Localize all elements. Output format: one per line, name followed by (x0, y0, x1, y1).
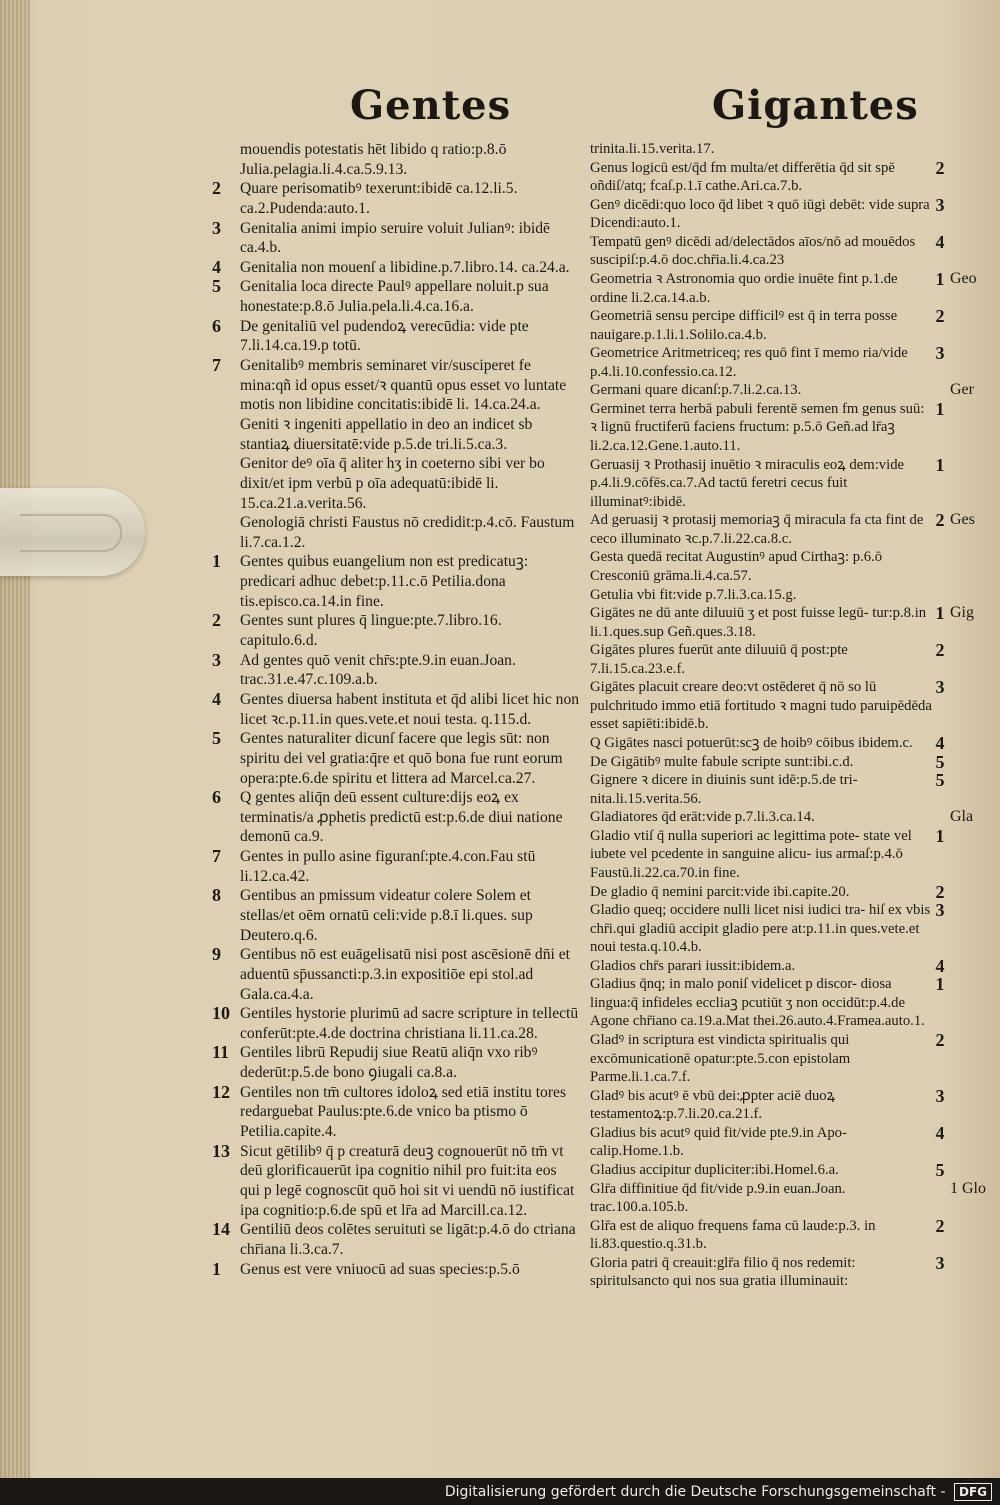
entry-text: Gigātes placuit creare deo:vt ostēderet q̄ nō so lū pulchritudo immo etiā fortitudo ꝛ magni tudo paruipēdēda esset sapiēti:ibidē.b. (590, 679, 932, 733)
entry-text: Glr̄a est de aliquo frequens fama cū laude:p.3. in li.83.questio.q.31.b. (590, 1217, 876, 1253)
entry-number: 13 (212, 1140, 230, 1161)
entry-text: Gladiatores q̄d erāt:vide p.7.li.3.ca.14. (590, 809, 815, 826)
entry-number: 1 (935, 974, 945, 995)
entry-text: Gentes diuersa habent instituta et q̄d alibi licet hic non licet ꝛc.p.11.in ques.vete.et noui testa. q.115.d. (240, 690, 580, 728)
entry-text: Gentes quibus euangelium non est predicatuꝫ: predicari adhuc debet:p.11.c.ō Petilia.dona tis.episco.ca.14.in fine. (240, 553, 529, 610)
entry-text: Gentiles non tm̄ cultores idoloꝝ sed etiā institu tores redarguebat Paulus:pte.6.de vnico ba ptismo ō Petilia.capite.4. (240, 1083, 567, 1141)
entry-number: 1 (935, 268, 945, 289)
index-entry (590, 957, 1000, 976)
entry-text: Genitalia non mouenſ a libidine.p.7.libro.14. ca.24.a. (240, 258, 570, 276)
index-entry (590, 270, 1000, 307)
entry-text: Gentibus nō est euāgelisatū nisi post ascēsionē dn̄i et aduentū sp̄ussancti:p.3.in expositiōe epi stol.ad Gala.ca.4.a. (240, 946, 571, 1003)
entry-number: 3 (935, 1252, 945, 1273)
entry-number: 3 (935, 677, 945, 698)
index-entry (590, 307, 1000, 344)
entry-text: Genus est vere vniuocū ad suas species:p.5.ō (240, 1260, 520, 1278)
index-entry (212, 513, 580, 552)
page-gutter (0, 0, 30, 1478)
index-column-right (590, 140, 1000, 1291)
entry-text: Tempatū genꝰ dicēdi ad/delectādos aīos/nō ad mouēdos suscipiſ:p.4.ō doc.chr̄ia.li.4.ca.23 (590, 233, 916, 269)
index-entry (212, 219, 580, 258)
index-entry (590, 233, 1000, 270)
entry-text: Getulia vbi fit:vide p.7.li.3.ca.15.g. (590, 586, 797, 603)
index-entry (590, 808, 1000, 827)
index-entry (590, 1254, 1000, 1291)
entry-number: 5 (212, 728, 221, 749)
index-entry (590, 548, 1000, 585)
entry-text: Gladius accipitur dupliciter:ibi.Homel.6.a. (590, 1161, 839, 1178)
index-entry (590, 1161, 1000, 1180)
index-entry (590, 678, 1000, 734)
entry-text: mouendis potestatis hēt libido q ratio:p.8.ō Julia.pelagia.li.4.ca.5.9.13. (240, 141, 507, 178)
index-entry (212, 1004, 580, 1043)
entry-text: Geruasij ꝛ Prothasij inuētio ꝛ miraculis eoꝝ dem:vide p.4.li.9.cōfēs.ca.7.Ad tactū feretri cecus fuit illuminatꝰ:ibidē. (590, 456, 905, 510)
entry-number: 1 (935, 603, 945, 624)
index-entry (590, 1217, 1000, 1254)
footer-bar (0, 1478, 1000, 1505)
entry-number: 1 (212, 551, 221, 572)
index-entry (212, 454, 580, 513)
index-entry (212, 1260, 580, 1280)
index-entry (590, 196, 1000, 233)
entry-text: Genꝰ dicēdi:quo loco q̄d libet ꝛ quō iūgi debēt: vide supra Dicendi:auto.1. (590, 196, 930, 232)
entry-number: 10 (212, 1003, 230, 1024)
entry-text: Quare perisomatibꝰ texerunt:ibidē ca.12.li.5. ca.2.Pudenda:auto.1. (240, 180, 518, 217)
entry-text: Gladꝰ in scriptura est vindicta spiritualis qui excōmunicationē opatur:pte.5.con epistolam Parme.li.1.ca.7.f. (590, 1032, 851, 1086)
entry-number: 3 (935, 1085, 945, 1106)
dfg-logo: DFG (954, 1483, 992, 1501)
index-entry (590, 586, 1000, 605)
entry-text: Genitalibꝰ membris seminaret vir/susciperet fe mina:qñ id opus esset/ꝛ quantū opus esset vo luntate motis non libidine concitatis:ibidē li. 14.ca.24.a. (240, 357, 567, 414)
entry-section-marker: Gla (950, 808, 974, 826)
entry-number: 2 (935, 1215, 945, 1236)
entry-text: Genus logicū est/q̄d fm multa/et differētia q̄d sit spē oñdiſ/atq; fcaſ.p.1.ī cathe.Ari.ca.7.b. (590, 159, 895, 195)
entry-text: Geometria ꝛ Astronomia quo ordie inuēte fint p.1.de ordine li.2.ca.14.a.b. (590, 270, 898, 306)
entry-text: Gladꝰ bis acutꝰ ē vbū dei:ꝓpter aciē duoꝝ testamentoꝝ:p.7.li.20.ca.21.f. (590, 1087, 836, 1123)
index-entry (590, 641, 1000, 678)
entry-text: Gignere ꝛ dicere in diuinis sunt idē:p.5.de tri- nita.li.15.verita.56. (590, 772, 858, 807)
index-entry (212, 729, 580, 788)
index-entry (590, 883, 1000, 902)
entry-number: 4 (935, 1122, 945, 1143)
entry-text: Gladio queq; occidere nulli licet nisi iudici tra- hiſ ex vbis chr̄i.qui gladiū accipit gladio pere at:p.11.in ques.vete.et noui testa.q.10.4.b. (590, 902, 931, 956)
index-entry (212, 415, 580, 454)
index-entry (590, 344, 1000, 381)
entry-text: Gloria patri q̄ creauit:glr̄a filio q̄ nos redemit: spiritulsancto qui nos sua gratia illuminauit: (590, 1254, 856, 1290)
entry-number: 1 (935, 398, 945, 419)
index-entry (590, 734, 1000, 753)
index-entry (590, 1124, 1000, 1161)
entry-number: 8 (212, 885, 221, 906)
entry-number: 3 (935, 900, 945, 921)
running-head-left: Gentes (350, 82, 512, 129)
entry-text: Glr̄a diffinitiue q̄d fit/vide p.9.in euan.Joan. trac.100.a.105.b. (590, 1180, 846, 1216)
entry-text: Ad geruasij ꝛ protasij memoriaꝫ q̄ miracula fa cta fint de ceco illuminato ꝛc.p.7.li.22.ca.8.c. (590, 512, 924, 547)
entry-text: Germani quare dicanſ:p.7.li.2.ca.13. (590, 382, 802, 399)
entry-text: Gentiliū deos colētes seruituti se ligāt:p.4.ō do ctriana chr̄iana li.3.ca.7. (240, 1221, 576, 1258)
index-entry (590, 975, 1000, 1031)
index-entry (212, 847, 580, 886)
entry-text: Gladio vtiſ q̄ nulla superiori ac legittima pote- state vel iubete vel pcedente in sanguine alicu- ius armaſ:p.4.ō Faustū.li.22.ca.70.in fine. (590, 827, 912, 881)
entry-section-marker: Ges (950, 511, 975, 529)
entry-number: 11 (212, 1042, 230, 1063)
index-entry (212, 1083, 580, 1142)
entry-number: 1 (935, 825, 945, 846)
index-entry (212, 1220, 580, 1259)
entry-number: 6 (212, 787, 221, 808)
entry-text: Gentes naturaliter dicunſ facere que legis sūt: non spiritu dei vel gratia:q̄re et quō bona fue runt eorum opera:pte.6.de spiritu et littera ad Marcel.ca.27. (240, 730, 563, 787)
index-entry (212, 690, 580, 729)
entry-text: Geniti ꝛ ingeniti appellatio in deo an indicet sb stantiaꝝ diuersitatē:vide p.5.de tri.li.5.ca.3. (240, 415, 533, 453)
index-entry (590, 604, 1000, 641)
entry-text: Ad gentes quō venit chr̄s:pte.9.in euan.Joan. trac.31.e.47.c.109.a.b. (240, 651, 516, 689)
index-entry (590, 511, 1000, 548)
entry-number: 1 (935, 454, 945, 475)
entry-number: 3 (935, 343, 945, 364)
index-entry (212, 317, 580, 356)
entry-number: 9 (212, 944, 221, 965)
index-entry (212, 788, 580, 847)
index-entry (212, 1142, 580, 1221)
footer-credit-text: Digitalisierung gefördert durch die Deutsche Forschungsgemeinschaft - (444, 1484, 946, 1500)
entry-text: Gentibus an pmissum videatur colere Solem et stellas/et oēm ornatū celi:vide p.8.ī li.ques. sup Deutero.q.6. (240, 887, 533, 944)
entry-text: Gentes in pullo asine figuranſ:pte.4.con.Fau stū li.12.ca.42. (240, 848, 536, 885)
entry-section-marker: 1 Glo (950, 1179, 986, 1197)
entry-section-marker: Geo (950, 269, 977, 287)
index-entry (590, 771, 1000, 808)
running-head-right: Gigantes (712, 82, 919, 129)
entry-text: Geometriā sensu percipe difficilꝰ est q̄ in terra posse nauigare.p.1.li.1.Solilo.ca.4.b. (590, 308, 898, 343)
entry-text: Gesta quedā recitat Augustinꝰ apud Cirthaꝫ: p.6.ō Cresconiū grāma.li.4.ca.57. (590, 549, 883, 584)
entry-text: Genitor deꝰ oīa q̄ aliter hʒ in coeterno sibi ver bo dixit/et ipm verbū p oīa adequatū:ibidē li. 15.ca.21.a.verita.56. (240, 455, 545, 512)
entry-text: Gentiles hystorie plurimū ad sacre scripture in tellectū conferūt:pte.4.de doctrina christiana li.11.ca.28. (240, 1005, 579, 1042)
entry-text: Genitalia loca directe Paulꝰ appellare noluit.p sua honestate:p.8.ō Julia.pela.li.4.ca.16.a. (240, 278, 549, 316)
index-entry (590, 827, 1000, 883)
entry-number: 14 (212, 1219, 230, 1240)
index-entry (212, 552, 580, 611)
index-entry (212, 945, 580, 1004)
entry-number: 2 (935, 881, 945, 902)
index-entry (212, 277, 580, 316)
entry-number: 5 (935, 770, 945, 791)
footer-credit (445, 1483, 992, 1501)
index-entry (212, 886, 580, 945)
index-entry (590, 140, 1000, 159)
entry-text: Genitalia animi impio seruire voluit Julianꝰ: ibidē ca.4.b. (240, 219, 550, 257)
entry-number: 2 (935, 157, 945, 178)
entry-number: 4 (935, 733, 945, 753)
index-entry (590, 1031, 1000, 1087)
entry-number: 7 (212, 846, 221, 867)
entry-number: 2 (935, 640, 945, 661)
entry-number: 2 (935, 306, 945, 327)
entry-text: De Gigātibꝰ multe fabule scripte sunt:ibi.c.d. (590, 753, 854, 770)
entry-number: 2 (935, 510, 945, 531)
entry-text: Gladios chr̄s parari iussit:ibidem.a. (590, 957, 796, 974)
entry-text: Gentes sunt plures q̄ lingue:pte.7.libro.16. capitulo.6.d. (240, 612, 502, 650)
entry-text: Q gentes aliq̄n deū essent culture:dijs eoꝝ ex terminatis/a ꝓphetis predictū est:p.6.de diui natione demonū ca.9. (240, 789, 563, 846)
index-entry (590, 400, 1000, 456)
entry-number: 5 (935, 1159, 945, 1180)
entry-number: 4 (212, 256, 221, 277)
paper-clip-icon (0, 488, 145, 576)
entry-section-marker: Gig (950, 604, 974, 622)
entry-number: 12 (212, 1081, 230, 1102)
entry-number: 7 (212, 355, 221, 376)
index-entry (212, 611, 580, 650)
entry-number: 1 (212, 1258, 221, 1279)
entry-number: 2 (212, 178, 221, 199)
entry-text: Gentiles librū Repudij siue Reatū aliq̄n vxo ribꝰ dederūt:p.5.de bono ꝯiugali ca.8.a. (240, 1044, 538, 1082)
index-entry (590, 456, 1000, 512)
index-entry (590, 901, 1000, 957)
entry-text: De gladio q̄ nemini parcit:vide ibi.capite.20. (590, 883, 850, 900)
entry-number: 3 (212, 649, 221, 670)
entry-text: trinita.li.15.verita.17. (590, 141, 715, 157)
index-entry (212, 140, 580, 179)
entry-number: 3 (212, 217, 221, 238)
index-entry (590, 753, 1000, 772)
entry-number: 6 (212, 315, 221, 336)
index-entry (212, 179, 580, 218)
entry-number: 5 (935, 751, 945, 772)
entry-text: Gigātes ne dū ante diluuiū ʒ et post fuisse legū- tur:p.8.in li.1.ques.sup Geñ.ques.3.18. (590, 605, 927, 640)
entry-number: 4 (212, 688, 221, 709)
entry-text: Gladius q̄nq; in malo poniſ videlicet p discor- diosa lingua:q̄ infideles eccliaꝫ pcutiūt ʒ non occidūt:p.4.de Agone chr̄iano ca.19.a.Mat thei.26.auto.4.Framea.auto.1. (590, 976, 925, 1030)
entry-text: Gladius bis acutꝰ quid fit/vide pte.9.in Apo- calip.Home.1.b. (590, 1124, 847, 1160)
index-entry (590, 1087, 1000, 1124)
entry-text: Q Gigātes nasci potuerūt:scꝫ de hoibꝰ cōibus ibidem.c. (590, 735, 913, 751)
entry-number: 3 (935, 194, 945, 215)
index-entry (212, 356, 580, 415)
index-entry (590, 159, 1000, 196)
entry-number: 2 (935, 1030, 945, 1050)
entry-text: Genologiā christi Faustus nō credidit:p.4.cō. Faustum li.7.ca.1.2. (240, 514, 575, 551)
index-entry (212, 651, 580, 690)
entry-text: Geometrice Aritmetriceq; res quō fint ī memo ria/vide p.4.li.10.confessio.ca.12. (590, 345, 908, 380)
entry-number: 4 (935, 231, 945, 252)
entry-number: 4 (935, 955, 945, 976)
entry-text: Sicut gētilibꝰ q̄ p creaturā deuꝫ cognouerūt nō tm̄ vt deū glorificauerūt ipa cognitio nihil pro fuit:ita eos qui p legē cognoscūt quō hoi sit vi uendū nō iustificat ipa cognitio:p.6.de spū et lr̄a ad Marcill.ca.12. (240, 1142, 575, 1219)
entry-text: Germinet terra herbā pabuli ferentē semen fm genus suū: ꝛ lignū fructiferū faciens fructum: p.5.ō Geñ.ad lr̄aꝫ li.2.ca.12.Gene.1.auto.11. (590, 400, 925, 454)
index-entry (590, 1180, 1000, 1217)
entry-section-marker: Ger (950, 381, 974, 399)
entry-number: 2 (212, 610, 221, 631)
index-entry (212, 258, 580, 278)
index-entry (590, 381, 1000, 400)
entry-text: Gigātes plures fuerūt ante diluuiū q̄ post:pte 7.li.15.ca.23.e.f. (590, 642, 848, 677)
entry-text: De genitaliū vel pudendoꝝ verecūdia: vide pte 7.li.14.ca.19.p totū. (240, 317, 529, 355)
index-entry (212, 1043, 580, 1082)
entry-number: 5 (212, 276, 221, 297)
index-column-left (212, 140, 580, 1279)
